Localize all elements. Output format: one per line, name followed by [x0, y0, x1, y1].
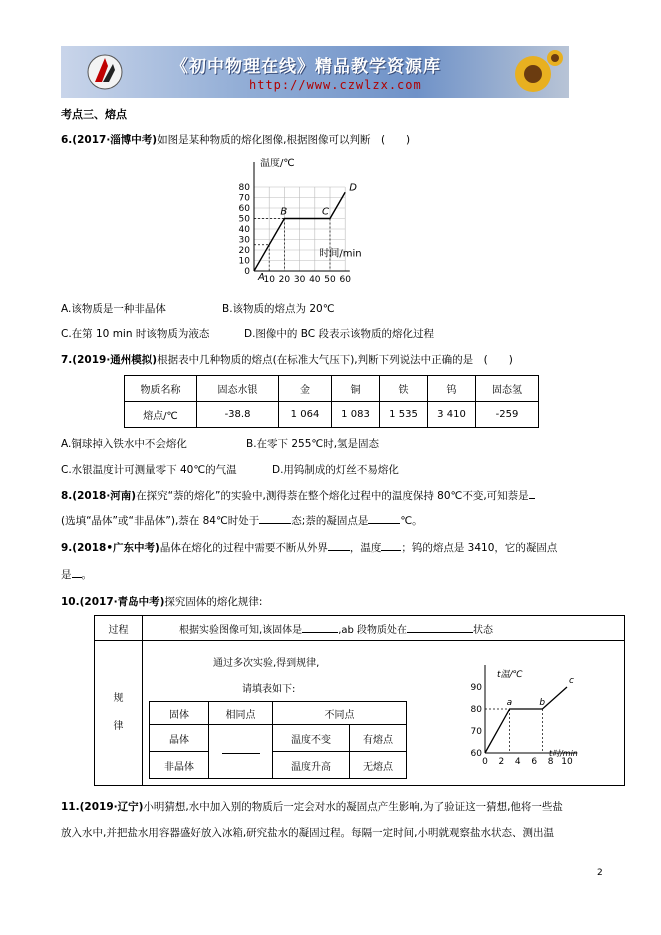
q10-inner-table — [149, 701, 407, 779]
point-label: a — [506, 698, 513, 708]
q10-temperature-graph — [461, 661, 589, 781]
answer-blank[interactable] — [302, 632, 338, 633]
q6-text: 如图是某种物质的熔化图像,根据图像可以判断 ( ) — [157, 134, 411, 146]
table-row — [125, 376, 539, 402]
table-cell — [95, 641, 143, 786]
question-7 — [61, 352, 513, 367]
q7-source: 7.(2019·通州模拟) — [61, 354, 158, 366]
q11-line2: 放入水中,并把盐水用容器盛好放入冰箱,研究盐水的凝固过程。每隔一定时间,小明就观察盐水状态、测出温 — [61, 827, 555, 839]
q8-text-c: ℃。 — [400, 515, 423, 527]
x-tick-label: 8 — [547, 757, 554, 767]
q9-text-a: 晶体在熔化的过程中需要不断从外界 — [159, 542, 328, 554]
point-label: D — [349, 182, 357, 194]
x-tick-label: 10 — [263, 275, 275, 285]
question-8 — [61, 488, 535, 503]
q11-source: 11.(2019·辽宁) — [61, 801, 144, 813]
x-tick-label: 30 — [293, 275, 306, 285]
answer-blank[interactable] — [381, 550, 401, 551]
x-axis-label: t时/min — [548, 749, 578, 758]
temperature-curve — [485, 687, 567, 753]
q10-label-gui: 规 — [113, 693, 124, 704]
table-cell: 1 083 — [332, 402, 380, 428]
q7-text: 根据表中几种物质的熔点(在标准大气压下),判断下列说法中正确的是 ( ) — [157, 354, 513, 366]
answer-blank[interactable] — [529, 498, 535, 499]
table-cell: 金 — [279, 376, 332, 402]
q8-text-a: (选填“晶体”或“非晶体”),萘在 84℃时处于 — [61, 515, 260, 527]
question-11 — [61, 799, 563, 814]
table-cell: -38.8 — [197, 402, 279, 428]
table-row — [150, 752, 407, 779]
answer-blank[interactable] — [328, 550, 350, 551]
q7-melting-point-table — [124, 375, 539, 428]
question-10 — [61, 594, 262, 609]
point-label: A — [258, 272, 265, 283]
x-tick-label: 20 — [278, 275, 291, 285]
table-cell: 晶体 — [150, 725, 209, 752]
q6-source: 6.(2017·淄博中考) — [61, 134, 158, 146]
point-label: C — [322, 206, 329, 218]
table-cell: 非晶体 — [150, 752, 209, 779]
q8-source: 8.(2018·河南) — [61, 490, 137, 502]
q10-row1-text-b: ,ab 段物质处在 — [338, 624, 408, 636]
table-cell: 1 535 — [380, 402, 428, 428]
q10-row1-text-c: 状态 — [473, 624, 494, 636]
table-cell: 固态氢 — [476, 376, 539, 402]
question-9 — [61, 540, 557, 555]
table-cell: 1 064 — [279, 402, 332, 428]
y-tick-label: 50 — [238, 214, 250, 225]
table-cell: -259 — [476, 402, 539, 428]
point-label: b — [539, 698, 546, 708]
q9-source: 9.(2018•广东中考) — [61, 542, 160, 554]
x-axis-label: 时间/min — [319, 248, 362, 260]
point-label: B — [280, 206, 288, 218]
y-tick-label: 70 — [470, 727, 482, 737]
q10-row1-text-a: 根据实验图像可知,该固体是 — [179, 624, 303, 636]
page-number: 2 — [597, 868, 603, 878]
table-row — [150, 702, 407, 725]
table-cell: 相同点 — [209, 702, 273, 725]
table-cell: 铁 — [380, 376, 428, 402]
x-tick-label: 6 — [531, 757, 538, 767]
table-cell: 无熔点 — [350, 752, 407, 779]
y-tick-label: 90 — [470, 683, 482, 693]
table-row — [95, 641, 625, 786]
q6-option-b: B.该物质的熔点为 20℃ — [222, 303, 335, 315]
q6-option-a: A.该物质是一种非晶体 — [61, 303, 166, 315]
table-cell: 固态水银 — [197, 376, 279, 402]
y-tick-label: 70 — [238, 193, 250, 204]
q9-text-e: 。 — [81, 569, 92, 581]
y-tick-label: 60 — [238, 204, 250, 214]
q7-option-b: B.在零下 255℃时,氢是固态 — [246, 438, 380, 450]
q10-label-lv: 律 — [113, 721, 124, 732]
q10-table — [94, 615, 625, 786]
table-cell[interactable] — [209, 725, 273, 779]
y-tick-label: 40 — [238, 225, 250, 235]
q8-line2 — [61, 513, 423, 528]
y-tick-label: 10 — [238, 256, 250, 267]
y-tick-label: 0 — [244, 267, 250, 277]
answer-blank[interactable] — [72, 577, 82, 578]
point-label: c — [569, 676, 574, 686]
y-axis-label: 温度/℃ — [260, 158, 295, 169]
x-tick-label: 2 — [498, 757, 505, 767]
table-cell: 温度升高 — [273, 752, 350, 779]
table-row — [95, 616, 625, 641]
table-cell: 铜 — [332, 376, 380, 402]
table-cell: 不同点 — [273, 702, 407, 725]
q10-intro-1: 通过多次实验,得到规律, — [213, 658, 320, 669]
q11-line1: 小明猜想,水中加入别的物质后一定会对水的凝固点产生影响,为了验证这一猜想,他将一些盐 — [143, 801, 563, 813]
q9-text-c: ；钨的熔点是 3410，它的凝固点 — [401, 542, 558, 554]
table-cell: 熔点/℃ — [125, 402, 197, 428]
q8-text-b: 态;萘的凝固点是 — [291, 515, 369, 527]
x-tick-label: 4 — [514, 757, 521, 767]
x-tick-label: 60 — [339, 275, 351, 285]
answer-blank[interactable] — [259, 523, 291, 524]
y-tick-label: 60 — [470, 749, 482, 759]
q7-option-c: C.水银温度计可测量零下 40℃的气温 — [61, 464, 237, 476]
x-tick-label: 40 — [309, 275, 321, 285]
sunflower-icon — [503, 48, 563, 98]
answer-blank[interactable] — [222, 753, 260, 754]
site-logo-icon — [85, 52, 125, 92]
q10-text: 探究固体的熔化规律: — [164, 596, 263, 608]
section-heading: 考点三、熔点 — [61, 108, 127, 121]
y-tick-label: 20 — [238, 246, 250, 256]
question-6 — [61, 132, 410, 147]
x-tick-label: 0 — [482, 757, 488, 767]
table-cell: 物质名称 — [125, 376, 197, 402]
q6-option-d: D.图像中的 BC 段表示该物质的熔化过程 — [244, 328, 434, 340]
q10-intro-2: 请填表如下: — [242, 684, 296, 695]
table-row — [150, 725, 407, 752]
table-cell — [143, 616, 625, 641]
q7-option-d: D.用钨制成的灯丝不易熔化 — [272, 464, 399, 476]
table-cell — [143, 641, 625, 786]
y-tick-label: 80 — [238, 183, 250, 193]
q9-line2 — [61, 567, 92, 582]
table-row — [125, 402, 539, 428]
y-tick-label: 30 — [238, 235, 250, 246]
q9-text-b: ，温度 — [349, 542, 382, 554]
table-cell: 钨 — [428, 376, 476, 402]
banner-title: 《初中物理在线》精品教学资源库 — [171, 57, 441, 77]
table-cell: 3 410 — [428, 402, 476, 428]
q8-line1: 在探究“萘的熔化”的实验中,测得萘在整个熔化过程中的温度保持 80℃不变,可知萘是 — [136, 490, 529, 502]
table-cell: 过程 — [95, 616, 143, 641]
header-banner — [61, 46, 569, 98]
y-axis-label: t温/℃ — [497, 670, 523, 680]
q7-option-a: A.铜球掉入铁水中不会熔化 — [61, 438, 187, 450]
y-tick-label: 80 — [470, 705, 482, 715]
table-cell: 有熔点 — [350, 725, 407, 752]
answer-blank[interactable] — [407, 632, 473, 633]
table-cell: 固体 — [150, 702, 209, 725]
q9-text-d: 是 — [61, 569, 72, 581]
q10-source: 10.(2017·青岛中考) — [61, 596, 165, 608]
q6-option-c: C.在第 10 min 时该物质为液态 — [61, 328, 210, 340]
banner-url: http://www.czwlzx.com — [249, 78, 422, 92]
x-tick-label: 10 — [561, 757, 573, 767]
x-tick-label: 50 — [324, 275, 336, 285]
q6-melting-graph — [232, 158, 412, 292]
table-cell: 温度不变 — [273, 725, 350, 752]
answer-blank[interactable] — [368, 523, 400, 524]
